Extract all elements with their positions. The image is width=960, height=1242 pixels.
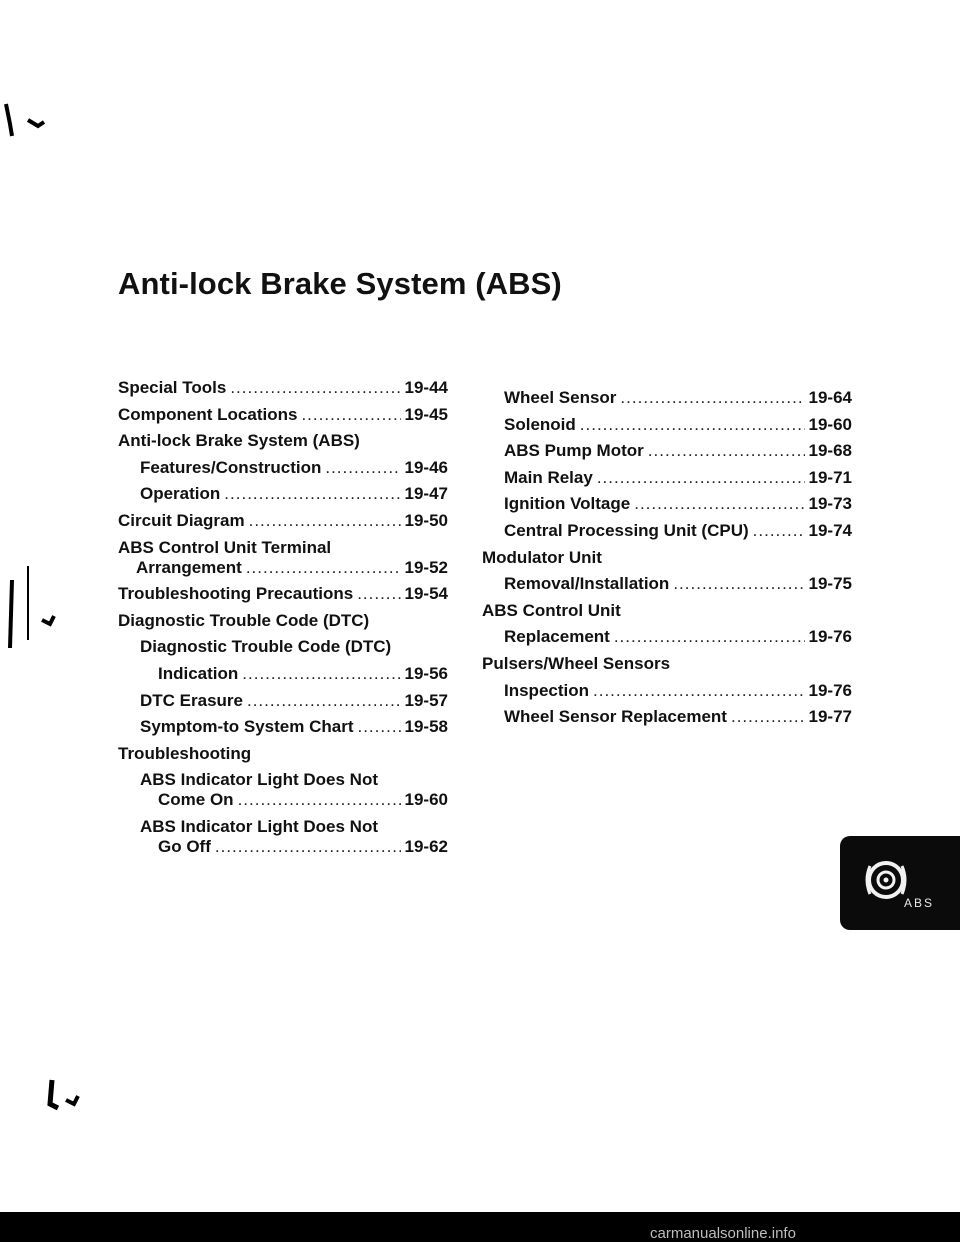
dot-leader xyxy=(597,468,805,488)
dot-leader xyxy=(357,717,400,737)
toc-page-number: 19-60 xyxy=(808,414,852,434)
toc-entry-label: Troubleshooting Precautions xyxy=(118,584,354,604)
toc-page-number: 19-45 xyxy=(404,404,448,424)
toc-entry-label: Inspection xyxy=(504,680,590,700)
toc-entry-label: Operation xyxy=(140,484,221,504)
dot-leader xyxy=(620,388,804,408)
toc-entry-label: Ignition Voltage xyxy=(504,494,631,514)
toc-entry-multiline[interactable] xyxy=(118,770,448,810)
toc-entry-row xyxy=(118,558,448,578)
toc-heading: Troubleshooting xyxy=(118,743,252,763)
toc-page-number: 19-57 xyxy=(404,690,448,710)
dot-leader xyxy=(242,664,400,684)
toc-entry[interactable] xyxy=(118,484,448,504)
toc-page-number: 19-58 xyxy=(404,717,448,737)
toc-entry[interactable] xyxy=(482,627,852,647)
toc-entry[interactable] xyxy=(482,441,852,461)
dot-leader xyxy=(238,790,401,810)
toc-page-number: 19-54 xyxy=(404,584,448,604)
toc-entry-multiline[interactable] xyxy=(118,817,448,857)
toc-entry-label-cont: Arrangement xyxy=(136,557,242,577)
toc-entry-label: Circuit Diagram xyxy=(118,510,245,530)
dot-leader xyxy=(614,627,805,647)
toc-entry-label: ABS Pump Motor xyxy=(504,441,644,461)
toc-entry[interactable] xyxy=(118,511,448,531)
toc-heading: Diagnostic Trouble Code (DTC) xyxy=(140,637,392,657)
toc-page-number: 19-68 xyxy=(808,441,852,461)
toc-entry[interactable] xyxy=(482,681,852,701)
toc-entry[interactable] xyxy=(118,664,448,684)
toc-entry-row xyxy=(140,790,448,810)
dot-leader xyxy=(634,494,804,514)
toc-heading: Modulator Unit xyxy=(482,547,602,567)
toc-page-number: 19-52 xyxy=(404,557,448,577)
dot-leader xyxy=(357,584,400,604)
toc-heading: Pulsers/Wheel Sensors xyxy=(482,653,671,673)
toc-page-number: 19-56 xyxy=(404,663,448,683)
toc-entry-label: Features/Construction xyxy=(140,457,322,477)
toc-entry[interactable] xyxy=(118,691,448,711)
toc-entry-label-cont: Come On xyxy=(158,790,234,810)
dot-leader xyxy=(753,521,805,541)
dot-leader xyxy=(215,837,401,857)
toc-right-column xyxy=(482,388,852,734)
dot-leader xyxy=(224,484,400,504)
toc-page-number: 19-64 xyxy=(808,388,852,407)
toc-entry[interactable] xyxy=(118,717,448,737)
dot-leader xyxy=(247,691,401,711)
toc-heading: ABS Control Unit xyxy=(482,600,621,620)
toc-page-number: 19-62 xyxy=(404,836,448,856)
toc-entry-label: Wheel Sensor Replacement xyxy=(504,707,727,727)
toc-entry[interactable] xyxy=(482,574,852,594)
page-title: Anti-lock Brake System (ABS) xyxy=(118,266,562,301)
dot-leader xyxy=(593,681,805,701)
toc-entry-label: Main Relay xyxy=(504,467,593,487)
toc-page-number: 19-76 xyxy=(808,627,852,647)
toc-entry[interactable] xyxy=(118,458,448,478)
dot-leader xyxy=(580,415,805,435)
toc-heading: Anti-lock Brake System (ABS) xyxy=(118,431,360,451)
toc-page-number: 19-46 xyxy=(404,457,448,477)
toc-heading: Diagnostic Trouble Code (DTC) xyxy=(118,610,370,630)
dot-leader xyxy=(230,378,400,398)
toc-entry-multiline[interactable] xyxy=(118,538,448,578)
toc-entry[interactable] xyxy=(482,415,852,435)
dot-leader xyxy=(731,707,805,727)
abs-section-tab[interactable] xyxy=(840,836,960,930)
toc-entry-label-cont: Go Off xyxy=(158,836,211,856)
toc-entry-label: Symptom-to System Chart xyxy=(140,717,354,737)
toc-page-number: 19-73 xyxy=(808,494,852,514)
toc-entry-label: ABS Indicator Light Does Not xyxy=(140,770,378,790)
toc-entry-label: DTC Erasure xyxy=(140,690,243,710)
dot-leader xyxy=(673,574,804,594)
dot-leader xyxy=(325,458,400,478)
toc-page-number: 19-71 xyxy=(808,467,852,487)
toc-page-number: 19-50 xyxy=(404,510,448,530)
toc-page-number: 19-47 xyxy=(404,484,448,504)
dot-leader xyxy=(246,558,401,578)
toc-entry-label: Wheel Sensor xyxy=(504,388,617,407)
toc-entry-label: Indication xyxy=(158,663,239,683)
toc-entry[interactable] xyxy=(482,707,852,727)
toc-entry-row xyxy=(140,837,448,857)
toc-entry-label: ABS Control Unit Terminal xyxy=(118,537,332,557)
toc-entry-label: Component Locations xyxy=(118,404,298,424)
toc-entry[interactable] xyxy=(482,388,852,408)
toc-page-number: 19-75 xyxy=(808,574,852,594)
toc-entry-label: Solenoid xyxy=(504,414,576,434)
toc-entry[interactable] xyxy=(482,494,852,514)
toc-page-number: 19-77 xyxy=(808,707,852,727)
toc-left-column xyxy=(118,378,448,864)
toc-entry[interactable] xyxy=(118,405,448,425)
dot-leader xyxy=(648,441,805,461)
toc-entry-label: Special Tools xyxy=(118,378,227,397)
toc-entry-label: Replacement xyxy=(504,627,610,647)
watermark: carmanualsonline.info xyxy=(650,1225,796,1242)
toc-page-number: 19-76 xyxy=(808,680,852,700)
abs-tab-label: ABS xyxy=(904,896,935,910)
toc-entry-label: Central Processing Unit (CPU) xyxy=(504,520,749,540)
toc-entry[interactable] xyxy=(482,468,852,488)
toc-entry-label: Removal/Installation xyxy=(504,574,670,594)
toc-page-number: 19-60 xyxy=(404,790,448,810)
toc-entry[interactable] xyxy=(118,378,448,398)
toc-page-number: 19-44 xyxy=(404,378,448,397)
toc-page-number: 19-74 xyxy=(808,520,852,540)
dot-leader xyxy=(249,511,401,531)
toc-entry-label: ABS Indicator Light Does Not xyxy=(140,816,378,836)
bottom-bar xyxy=(0,1212,960,1242)
dot-leader xyxy=(301,405,400,425)
toc-entry[interactable] xyxy=(482,521,852,541)
toc-entry[interactable] xyxy=(118,584,448,604)
